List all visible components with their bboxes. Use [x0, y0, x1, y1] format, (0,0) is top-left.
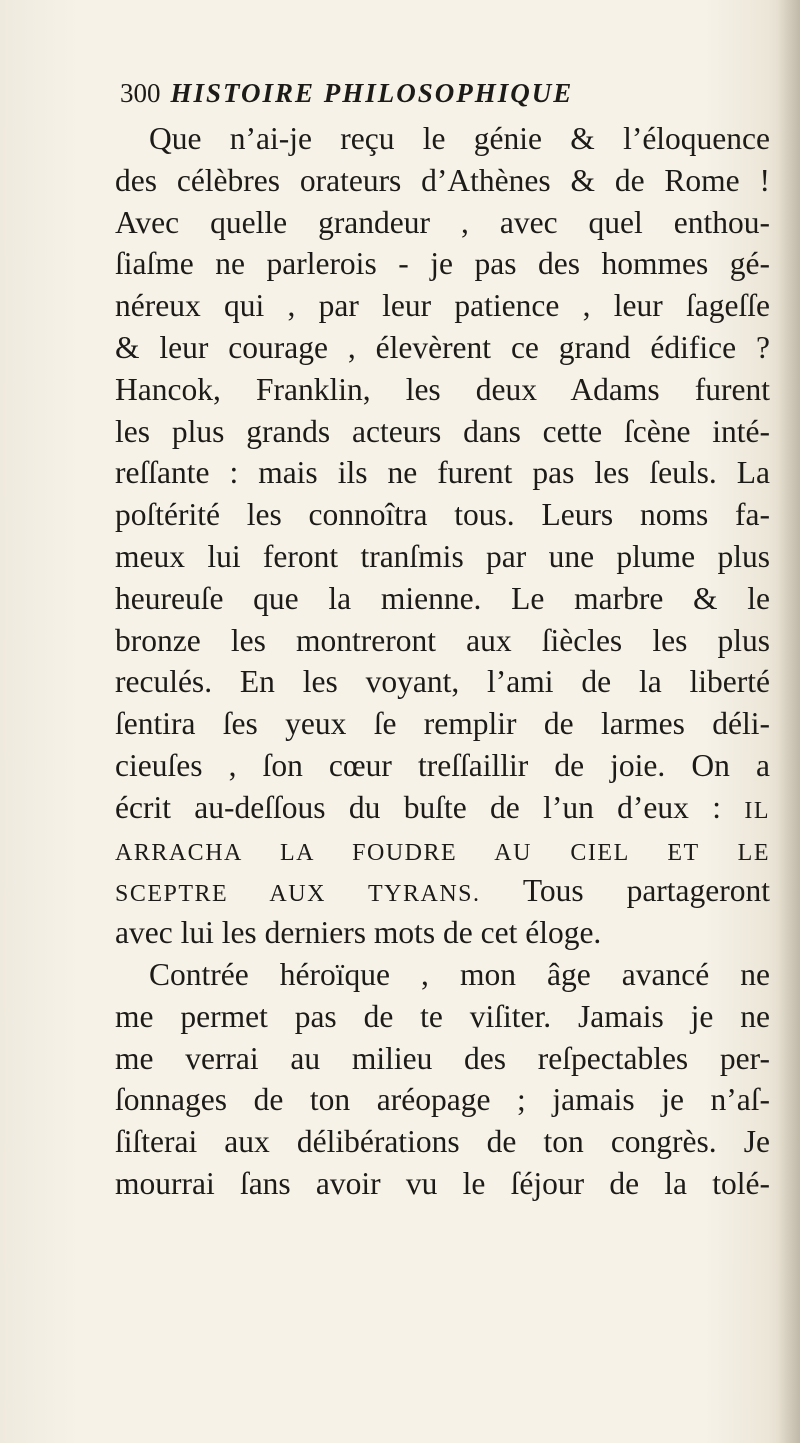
text-line: [115, 870, 770, 912]
text-line: ſiſterai aux délibérations de ton congrès. Je: [115, 1124, 770, 1160]
page-number: 300: [120, 78, 161, 108]
text-line: Contrée héroïque , mon âge avancé ne: [149, 956, 770, 992]
text-line: & leur courage , élevèrent ce grand édifice ?: [115, 329, 770, 365]
text-line: néreux qui , par leur patience , leur ſageſſe: [115, 288, 770, 324]
text-line: cieuſes , ſon cœur treſſaillir de joie. On a: [115, 747, 770, 783]
text-line: bronze les montreront aux ſiècles les plus: [115, 622, 770, 658]
text-line: me permet pas de te viſiter. Jamais je ne: [115, 998, 770, 1034]
text-line: Que n’ai-je reçu le génie & l’éloquence: [149, 121, 770, 156]
running-title: HISTOIRE PHILOSOPHIQUE: [170, 78, 574, 108]
page-edge-shadow: [778, 0, 800, 1443]
text-line: reſſante : mais ils ne furent pas les ſeuls. La: [115, 455, 770, 491]
text-line: [115, 829, 770, 871]
text-run: Tous partageront: [522, 873, 770, 909]
smallcaps-quote: SCEPTRE AUX TYRANS.: [115, 881, 481, 908]
text-line: poſtérité les connoîtra tous. Leurs noms fa-: [115, 497, 770, 533]
text-line: reculés. En les voyant, l’ami de la liberté: [115, 664, 770, 700]
text-line: avec lui les derniers mots de cet éloge.: [115, 915, 602, 951]
text-line: meux lui feront tranſmis par une plume plus: [115, 538, 770, 574]
text-line: heureuſe que la mienne. Le marbre & le: [115, 580, 770, 616]
text-line: les plus grands acteurs dans cette ſcène inté-: [115, 413, 770, 449]
text-line: mourrai ſans avoir vu le ſéjour de la tolé-: [115, 1165, 770, 1201]
body-text: [115, 118, 770, 1205]
text-line: ſentira ſes yeux ſe remplir de larmes déli-: [115, 706, 770, 742]
text-line: ſiaſme ne parlerois - je pas des hommes gé-: [115, 246, 770, 282]
text-line: Avec quelle grandeur , avec quel enthou-: [115, 204, 770, 240]
text-line: des célèbres orateurs d’Athènes & de Rome !: [115, 162, 770, 198]
smallcaps-quote: ARRACHA LA FOUDRE AU CIEL ET LE: [115, 839, 770, 866]
text-line: ſonnages de ton aréopage ; jamais je n’aſ-: [115, 1082, 770, 1118]
running-header: [120, 78, 760, 118]
smallcaps-quote: IL: [744, 797, 770, 824]
text-line: Hancok, Franklin, les deux Adams furent: [115, 371, 770, 407]
text-run: écrit au-deſſous du buſte de l’un d’eux :: [115, 789, 721, 825]
text-line: [115, 787, 770, 829]
text-line: me verrai au milieu des reſpectables per-: [115, 1040, 770, 1076]
